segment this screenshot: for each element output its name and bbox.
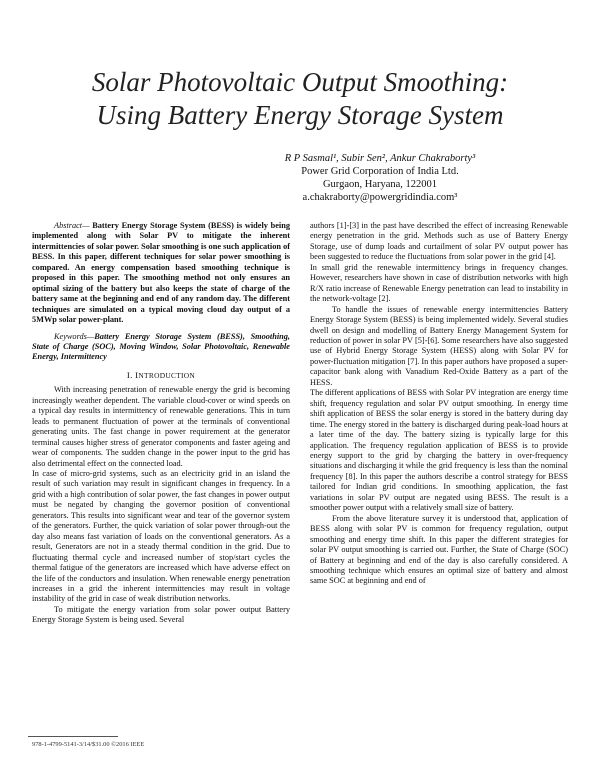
paper-title bbox=[0, 66, 600, 132]
affiliation: Power Grid Corporation of India Ltd. bbox=[301, 166, 459, 177]
right-paragraph-1: authors [1]-[3] in the past have described the effect of increasing Renewable energy penetration in the grid. Methods such as use of Battery Energy Storage, use of dump loads and curtailment of solar PV output power has been suggested to reduce the fluctuations from solar power in the grid [4]. bbox=[310, 221, 568, 262]
right-paragraph-3: To handle the issues of renewable energy intermittencies Battery Energy Storage System (BESS) is being implemented widely. Several studies dwell on design and modelling of Battery Energy Management System for reduction of power in solar PV [5]-[6]. Some researchers have also suggested use of Hybrid Energy Storage System (HESS) along with Solar PV for power-fluctuation mitigation [7]. In this paper authors have proposed a super-capacitor bank along with Vanadium Red-Oxide Battery as a part of the HESS. bbox=[310, 304, 568, 387]
section-title-initial: I bbox=[135, 369, 139, 380]
author-block bbox=[160, 152, 600, 204]
location: Gurgaon, Haryana, 122001 bbox=[322, 179, 438, 190]
abstract-text: Battery Energy Storage System (BESS) is widely being implemented along with Solar PV to mitigate the inherent intermittencies of solar power. Solar smoothing is one such application of BESS. In this paper, different techniques for solar power smoothing is compared. An energy compensation based smoothing technique is proposed in this paper. The smoothing method not only ensures an optimal sizing of the battery but also keeps the state of charge of the battery same at the beginning and end of any random day. The different techniques are simulated on a typical moving cloud day output of a 5MWp solar power-plant. bbox=[32, 221, 291, 325]
footer-rule bbox=[28, 736, 118, 737]
section-number: I. bbox=[126, 369, 133, 380]
copyright-footer: 978-1-4799-5141-3/14/$31.00 ©2016 IEEE bbox=[32, 741, 145, 748]
author-names: R P Sasmal¹, Subir Sen², Ankur Chakraborty³ bbox=[284, 153, 476, 164]
left-column bbox=[32, 221, 290, 626]
title-line-2: Using Battery Energy Storage System bbox=[96, 100, 504, 130]
title-line-1: Solar Photovoltaic Output Smoothing: bbox=[91, 67, 509, 97]
right-column bbox=[310, 221, 568, 587]
section-title-rest: NTRODUCTION bbox=[138, 370, 196, 380]
keywords-text: Battery Energy Storage System (BESS), Smoothing, State of Charge (SOC), Moving Window, Solar Photovoltaic, Renewable Energy, Intermittency bbox=[32, 331, 290, 362]
keywords-label: Keywords— bbox=[54, 331, 95, 341]
right-paragraph-4: The different applications of BESS with Solar PV integration are energy time shift, frequency regulation and solar PV output smoothing. In energy time shift application of BESS the solar energy is stored in the battery during day time. The energy stored in the battery is discharged during peak-load hours at a later time of the day. The battery sizing is typically large for this application. The frequency regulation application of BESS is to provide energy support to the grid by charging the battery in over-frequency situations and discharging it while the grid frequency is less than the nominal frequency [8]. In this paper the authors describe a control strategy for BESS tailored for Indian grid conditions. In smoothing application, the fast variations in solar PV output are negated using BESS. The result is a smoother power output with a relatively small size of battery. bbox=[310, 388, 568, 513]
right-paragraph-2: In small grid the renewable intermittency brings in frequency changes. However, researchers have shown in case of distribution networks with high R/X ratio increase of Renewable Energy penetration can lead to instability in the network-voltage [2]. bbox=[310, 262, 568, 304]
right-paragraph-5: From the above literature survey it is understood that, application of BESS along with solar PV is common for frequency regulation, output smoothing and energy time shift. In this paper the different strategies for solar PV output smoothing is carried out. Further, the State of Charge (SOC) of Battery at beginning and end of the day is also carefully considered. A smoothing technique which ensures an optimal size of battery and almost same SOC at beginning and end of bbox=[310, 513, 568, 586]
keywords bbox=[32, 332, 290, 363]
intro-paragraph-2: In case of micro-grid systems, such as an electricity grid in an island the result of such variation may result in significant changes in frequency. In a grid with a high contribution of solar power, the fast changes in power output must be negated by changing the governor position of conventional generators. This results into significant wear and tear of the governor system of the generators. Further, the quick variation of solar power through-out the day also means fast variation of loads on the conventional generators. As a result, Generators are not in a steady thermal condition in the grid. Due to fluctuating thermal cycle and increased number of stop/start cycles the thermal fatigue of the generators are increased which have adverse effect on the life of the conductors and insulation. When renewable energy penetration increases in a grid the inherent intermittencies may result in voltage instability of the grid in case of weak distribution networks. bbox=[32, 468, 290, 604]
intro-paragraph-3: To mitigate the energy variation from solar power output Battery Energy Storage System is being used. Several bbox=[32, 604, 290, 625]
abstract bbox=[32, 221, 290, 326]
email: a.chakraborty@powergridindia.com³ bbox=[302, 192, 458, 203]
intro-paragraph-1: With increasing penetration of renewable energy the grid is becoming increasingly weather dependent. The variable cloud-cover or wind speeds on a typical day results in intermittency of renewable generations. This in turn leads to permanent fluctuation of power at the terminals of conventional generating units. The fast change in power requirement at the generator terminal causes higher stress of generator components and faster ageing and wear of components. The sudden change in the power input to the grid has also detrimental effect on the connected load. bbox=[32, 385, 290, 468]
section-heading bbox=[32, 370, 290, 381]
abstract-label: Abstract— bbox=[54, 221, 90, 230]
